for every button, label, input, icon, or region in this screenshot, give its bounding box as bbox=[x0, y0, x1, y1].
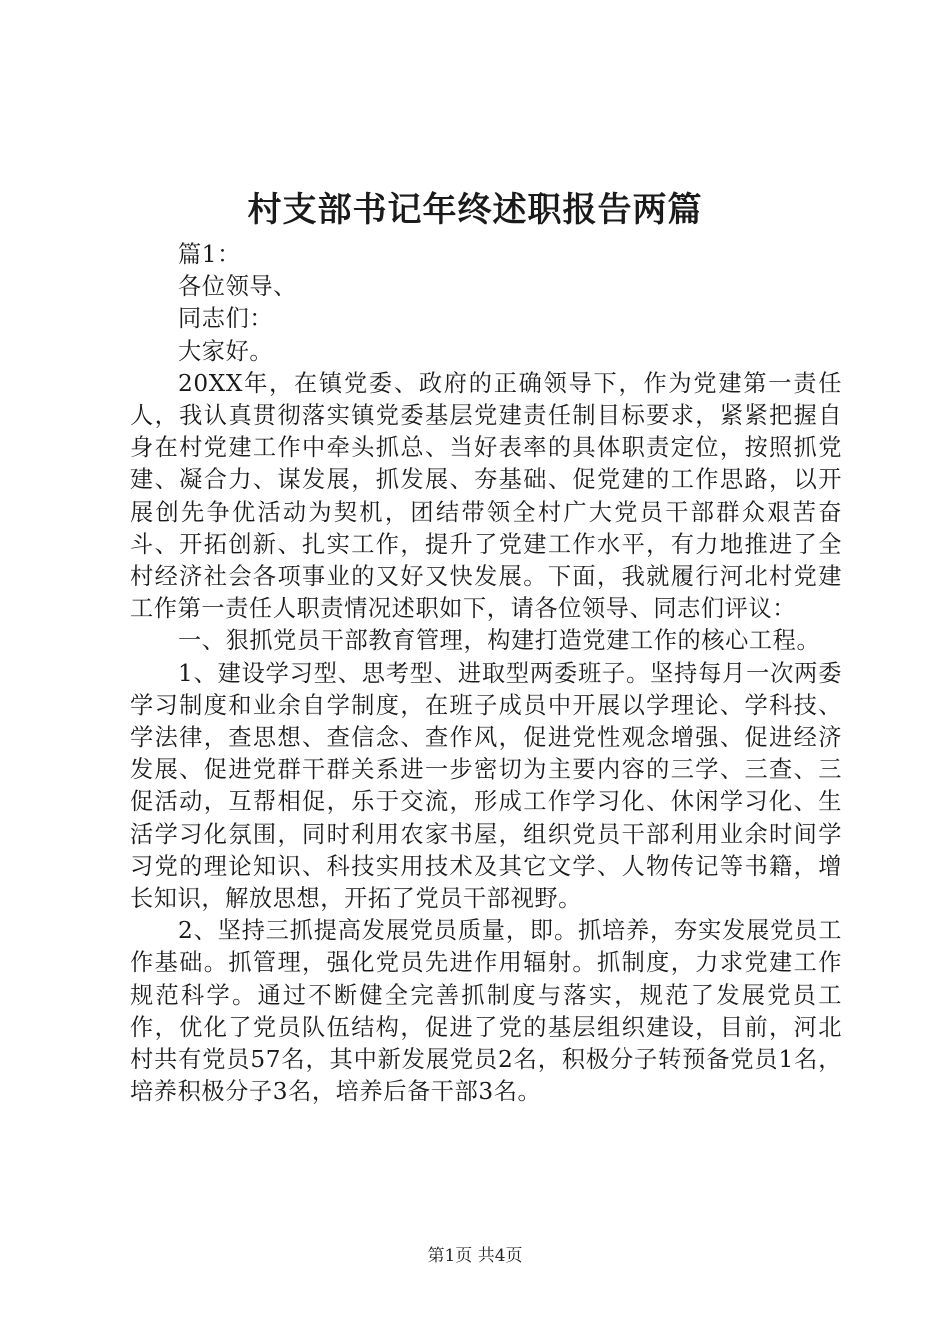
paragraph-intro: 20XX年，在镇党委、政府的正确领导下，作为党建第一责任人，我认真贯彻落实镇党委基层党建责任制目标要求，紧紧把握自身在村党建工作中牵头抓总、当好表率的具体职责定位，按照抓党建、凝合力、谋发展，抓发展、夯基础、促党建的工作思路，以开展创先争优活动为契机，团结带领全村广大党员干部群众艰苦奋斗、开拓创新、扎实工作，提升了党建工作水平，有力地推进了全村经济社会各项事业的又好又快发展。下面，我就履行河北村党建工作第一责任人职责情况述职如下，请各位领导、同志们评议： bbox=[130, 369, 842, 623]
paragraph-section-heading-1: 一、狠抓党员干部教育管理，构建打造党建工作的核心工程。 bbox=[178, 627, 821, 655]
paragraph-greeting: 大家好。 bbox=[178, 337, 274, 365]
paragraph-item-1: 1、建设学习型、思考型、进取型两委班子。坚持每月一次两委学习制度和业余自学制度，在班子成员中开展以学理论、学科技、学法律，查思想、查信念、查作风，促进党性观念增强、促进经济发展、促进党群干群关系进一步密切为主要内容的三学、三查、三促活动，互帮相促，乐于交流，形成工作学习化、休闲学习化、生活学习化氛围，同时利用农家书屋，组织党员干部利用业余时间学习党的理论知识、科技实用技术及其它文学、人物传记等书籍，增长知识，解放思想，开拓了党员干部视野。 bbox=[130, 659, 842, 913]
paragraph-salutation-comrades: 同志们： bbox=[178, 305, 274, 333]
document-title: 村支部书记年终述职报告两篇 bbox=[247, 190, 703, 230]
paragraph-chapter-label: 篇1： bbox=[178, 241, 241, 268]
paragraph-salutation-leaders: 各位领导、 bbox=[178, 273, 297, 301]
document-body bbox=[130, 239, 842, 1108]
paragraph-item-2: 2、坚持三抓提高发展党员质量，即。抓培养，夯实发展党员工作基础。抓管理，强化党员先进作用辐射。抓制度，力求党建工作规范科学。通过不断健全完善抓制度与落实，规范了发展党员工作，优化了党员队伍结构，促进了党的基层组织建设，目前，河北村共有党员57名，其中新发展党员2名，积极分子转预备党员1名，培养积极分子3名，培养后备干部3名。 bbox=[130, 917, 842, 1106]
page-number-footer: 第1页 共4页 bbox=[427, 1246, 523, 1266]
